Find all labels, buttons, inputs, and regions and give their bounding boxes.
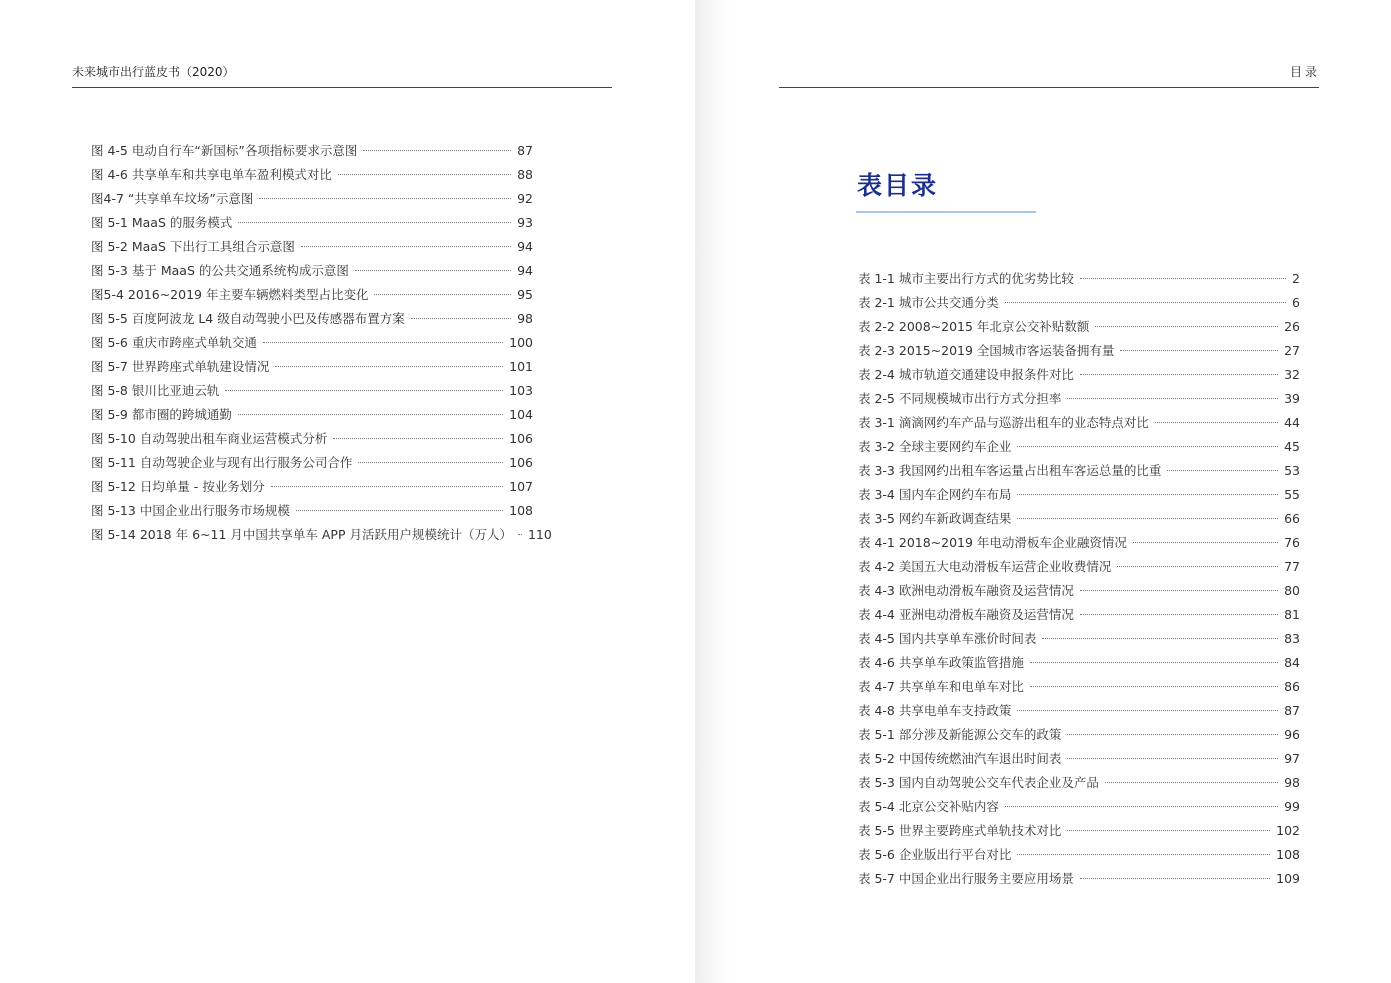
dot-leader (1017, 445, 1278, 447)
toc-entry-page-number: 94 (517, 263, 533, 278)
dot-leader (1080, 613, 1278, 615)
dot-leader (358, 461, 503, 463)
toc-entry[interactable] (858, 771, 1300, 795)
dot-leader (1005, 805, 1278, 807)
toc-entry-page-number: 81 (1284, 607, 1300, 622)
toc-entry-page-number: 92 (517, 191, 533, 206)
toc-entry-label: 表 5-1 部分涉及新能源公交车的政策 (858, 727, 1062, 742)
toc-entry[interactable] (91, 331, 533, 355)
dot-leader (263, 341, 503, 343)
toc-entry-label: 表 2-3 2015~2019 全国城市客运装备拥有量 (858, 343, 1115, 358)
toc-entry[interactable] (858, 339, 1300, 363)
toc-entry-label: 表 4-1 2018~2019 年电动滑板车企业融资情况 (858, 535, 1127, 550)
toc-entry-label: 表 3-3 我国网约出租车客运量占出租车客运总量的比重 (858, 463, 1162, 478)
dot-leader (355, 269, 511, 271)
toc-entry[interactable] (91, 187, 533, 211)
toc-entry[interactable] (858, 531, 1300, 555)
dot-leader (275, 365, 503, 367)
book-title-header: 未来城市出行蓝皮书（2020） (72, 65, 235, 79)
toc-entry-page-number: 83 (1284, 631, 1300, 646)
toc-entry-label: 表 2-4 城市轨道交通建设申报条件对比 (858, 367, 1074, 382)
toc-entry-page-number: 39 (1284, 391, 1300, 406)
toc-entry-label: 表 3-4 国内车企网约车布局 (858, 487, 1012, 502)
toc-entry-label: 表 5-2 中国传统燃油汽车退出时间表 (858, 751, 1062, 766)
toc-entry[interactable] (858, 435, 1300, 459)
toc-entry-label: 图 4-5 电动自行车“新国标”各项指标要求示意图 (91, 143, 358, 158)
toc-entry[interactable] (858, 819, 1300, 843)
toc-entry-page-number: 104 (509, 407, 533, 422)
toc-entry-label: 图 5-7 世界跨座式单轨建设情况 (91, 359, 270, 374)
dot-leader (1067, 829, 1270, 831)
toc-entry[interactable] (858, 387, 1300, 411)
toc-entry-label: 表 5-7 中国企业出行服务主要应用场景 (858, 871, 1074, 886)
dot-leader (259, 197, 511, 199)
toc-entry-page-number: 108 (1276, 847, 1300, 862)
section-title: 表目录 (857, 171, 939, 200)
dot-leader (301, 245, 511, 247)
toc-entry-label: 图5-4 2016~2019 年主要车辆燃料类型占比变化 (91, 287, 369, 302)
toc-entry-label: 图 5-3 基于 MaaS 的公共交通系统构成示意图 (91, 263, 349, 278)
dot-leader (1042, 637, 1278, 639)
toc-entry-label: 图 5-2 MaaS 下出行工具组合示意图 (91, 239, 295, 254)
dot-leader (1005, 301, 1286, 303)
toc-entry[interactable] (91, 211, 533, 235)
dot-leader (271, 485, 503, 487)
toc-entry[interactable] (91, 259, 533, 283)
toc-entry-page-number: 98 (1284, 775, 1300, 790)
left-page (0, 0, 695, 983)
toc-entry-label: 图 5-6 重庆市跨座式单轨交通 (91, 335, 257, 350)
toc-entry-page-number: 44 (1284, 415, 1300, 430)
toc-entry-page-number: 2 (1292, 271, 1300, 286)
toc-entry-label: 图 5-10 自动驾驶出租车商业运营模式分析 (91, 431, 328, 446)
toc-entry[interactable] (91, 139, 533, 163)
toc-entry-page-number: 6 (1292, 295, 1300, 310)
toc-entry[interactable] (858, 411, 1300, 435)
toc-entry-label: 表 4-8 共享电单车支持政策 (858, 703, 1012, 718)
dot-leader (1067, 757, 1278, 759)
toc-entry-page-number: 93 (517, 215, 533, 230)
toc-entry-label: 表 4-3 欧洲电动滑板车融资及运营情况 (858, 583, 1074, 598)
toc-entry-label: 表 5-3 国内自动驾驶公交车代表企业及产品 (858, 775, 1099, 790)
toc-entry-label: 图 4-6 共享单车和共享电单车盈利模式对比 (91, 167, 332, 182)
right-page (695, 0, 1391, 983)
toc-entry-label: 表 4-2 美国五大电动滑板车运营企业收费情况 (858, 559, 1112, 574)
toc-entry-page-number: 98 (517, 311, 533, 326)
toc-entry[interactable] (858, 267, 1300, 291)
dot-leader (518, 533, 522, 535)
dot-leader (1167, 469, 1278, 471)
toc-entry-page-number: 100 (509, 335, 533, 350)
toc-entry[interactable] (858, 651, 1300, 675)
toc-entry[interactable] (858, 555, 1300, 579)
toc-entry-label: 图 5-1 MaaS 的服务模式 (91, 215, 233, 230)
toc-entry-label: 表 5-4 北京公交补贴内容 (858, 799, 999, 814)
dot-leader (1067, 733, 1278, 735)
toc-entry-page-number: 94 (517, 239, 533, 254)
toc-entry-page-number: 87 (1284, 703, 1300, 718)
dot-leader (1080, 373, 1278, 375)
dot-leader (238, 221, 511, 223)
toc-entry[interactable] (858, 867, 1300, 891)
dot-leader (1117, 565, 1278, 567)
toc-entry-page-number: 108 (509, 503, 533, 518)
header-rule (779, 87, 1319, 88)
dot-leader (1030, 661, 1278, 663)
toc-entry-page-number: 106 (509, 431, 533, 446)
toc-entry-label: 表 2-5 不同规模城市出行方式分担率 (858, 391, 1062, 406)
dot-leader (374, 293, 511, 295)
toc-entry-page-number: 45 (1284, 439, 1300, 454)
toc-entry[interactable] (858, 603, 1300, 627)
toc-entry[interactable] (858, 627, 1300, 651)
toc-entry-page-number: 95 (517, 287, 533, 302)
toc-entry-page-number: 55 (1284, 487, 1300, 502)
toc-entry[interactable] (91, 499, 533, 523)
dot-leader (1133, 541, 1278, 543)
toc-entry[interactable] (858, 795, 1300, 819)
dot-leader (1017, 709, 1278, 711)
toc-entry[interactable] (91, 355, 533, 379)
contents-header: 目录 (1289, 65, 1320, 79)
toc-entry-page-number: 103 (509, 383, 533, 398)
dot-leader (363, 149, 511, 151)
toc-entry-label: 表 4-7 共享单车和电单车对比 (858, 679, 1024, 694)
toc-entry-page-number: 77 (1284, 559, 1300, 574)
toc-entry-page-number: 110 (527, 527, 552, 542)
toc-entry-page-number: 32 (1284, 367, 1300, 382)
toc-entry[interactable] (858, 579, 1300, 603)
toc-entry[interactable] (858, 747, 1300, 771)
toc-entry-page-number: 84 (1284, 655, 1300, 670)
dot-leader (1017, 493, 1278, 495)
toc-entry-page-number: 80 (1284, 583, 1300, 598)
toc-entry-label: 表 4-5 国内共享单车涨价时间表 (858, 631, 1037, 646)
toc-entry-label: 图 5-13 中国企业出行服务市场规模 (91, 503, 290, 518)
section-title-underline (856, 211, 1036, 213)
dot-leader (1080, 877, 1270, 879)
toc-entry[interactable] (858, 723, 1300, 747)
dot-leader (333, 437, 503, 439)
toc-entry[interactable] (858, 699, 1300, 723)
toc-entry[interactable] (858, 675, 1300, 699)
toc-entry-label: 图 5-12 日均单量 - 按业务划分 (91, 479, 265, 494)
toc-entry-label: 表 5-6 企业版出行平台对比 (858, 847, 1012, 862)
toc-entry[interactable] (858, 843, 1300, 867)
dot-leader (338, 173, 511, 175)
toc-entry-label: 表 3-1 滴滴网约车产品与巡游出租车的业态特点对比 (858, 415, 1149, 430)
toc-entry-label: 表 4-6 共享单车政策监管措施 (858, 655, 1024, 670)
toc-entry-label: 图 5-5 百度阿波龙 L4 级自动驾驶小巴及传感器布置方案 (91, 311, 405, 326)
toc-entry-label: 表 4-4 亚洲电动滑板车融资及运营情况 (858, 607, 1074, 622)
toc-entry[interactable] (858, 507, 1300, 531)
dot-leader (1017, 853, 1270, 855)
table-list (858, 267, 1300, 891)
toc-entry-page-number: 107 (509, 479, 533, 494)
toc-entry[interactable] (858, 291, 1300, 315)
toc-entry-label: 表 2-1 城市公共交通分类 (858, 295, 999, 310)
toc-entry-page-number: 27 (1284, 343, 1300, 358)
toc-entry-label: 表 3-2 全球主要网约车企业 (858, 439, 1012, 454)
toc-entry[interactable] (91, 307, 533, 331)
toc-entry-page-number: 109 (1276, 871, 1300, 886)
toc-entry-label: 表 2-2 2008~2015 年北京公交补贴数额 (858, 319, 1090, 334)
toc-entry-label: 表 1-1 城市主要出行方式的优劣势比较 (858, 271, 1074, 286)
toc-entry-page-number: 106 (509, 455, 533, 470)
toc-entry-label: 表 3-5 网约车新政调查结果 (858, 511, 1012, 526)
toc-entry-page-number: 97 (1284, 751, 1300, 766)
toc-entry-page-number: 88 (517, 167, 533, 182)
toc-entry-page-number: 66 (1284, 511, 1300, 526)
dot-leader (1120, 349, 1278, 351)
toc-entry[interactable] (91, 163, 533, 187)
toc-entry[interactable] (91, 235, 533, 259)
toc-entry[interactable] (858, 363, 1300, 387)
toc-entry[interactable] (91, 283, 533, 307)
toc-entry-page-number: 102 (1276, 823, 1300, 838)
toc-entry[interactable] (91, 403, 533, 427)
dot-leader (1030, 685, 1278, 687)
toc-entry-label: 图 5-9 都市圈的跨城通勤 (91, 407, 232, 422)
toc-entry-page-number: 53 (1284, 463, 1300, 478)
toc-entry[interactable] (91, 451, 533, 475)
toc-entry-label: 图4-7 “共享单车坟场”示意图 (91, 191, 254, 206)
dot-leader (1017, 517, 1278, 519)
toc-entry[interactable] (858, 459, 1300, 483)
dot-leader (1105, 781, 1278, 783)
dot-leader (411, 317, 511, 319)
toc-entry-label: 图 5-11 自动驾驶企业与现有出行服务公司合作 (91, 455, 353, 470)
toc-entry-page-number: 99 (1284, 799, 1300, 814)
toc-entry-label: 表 5-5 世界主要跨座式单轨技术对比 (858, 823, 1062, 838)
toc-entry-page-number: 96 (1284, 727, 1300, 742)
dot-leader (238, 413, 503, 415)
dot-leader (225, 389, 503, 391)
dot-leader (1067, 397, 1278, 399)
toc-entry-label: 图 5-14 2018 年 6~11 月中国共享单车 APP 月活跃用户规模统计（万人） (91, 527, 512, 542)
toc-entry[interactable] (91, 523, 552, 547)
toc-entry-page-number: 26 (1284, 319, 1300, 334)
figure-list (91, 139, 552, 547)
toc-entry[interactable] (91, 475, 533, 499)
header-rule (72, 87, 612, 88)
toc-entry[interactable] (858, 483, 1300, 507)
dot-leader (1155, 421, 1278, 423)
toc-entry[interactable] (858, 315, 1300, 339)
toc-entry-page-number: 87 (517, 143, 533, 158)
toc-entry[interactable] (91, 379, 533, 403)
dot-leader (1080, 589, 1278, 591)
dot-leader (296, 509, 503, 511)
toc-entry-page-number: 101 (509, 359, 533, 374)
dot-leader (1095, 325, 1278, 327)
toc-entry-page-number: 86 (1284, 679, 1300, 694)
toc-entry-page-number: 76 (1284, 535, 1300, 550)
toc-entry-label: 图 5-8 银川比亚迪云轨 (91, 383, 220, 398)
dot-leader (1080, 277, 1286, 279)
toc-entry[interactable] (91, 427, 533, 451)
